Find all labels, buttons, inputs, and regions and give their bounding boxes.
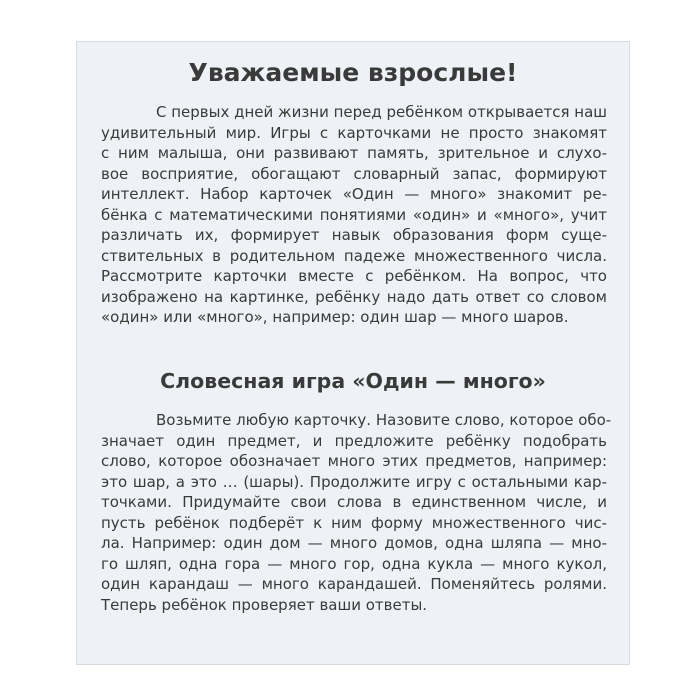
text-line: ла. Например: один дом — много домов, одна шляпа — мно- — [101, 534, 607, 552]
section1-paragraph — [101, 102, 607, 328]
text-line: Рассмотрите карточки вместе с ребёнком. На вопрос, что — [101, 267, 607, 285]
text-line: изображено на картинке, ребёнку надо дать ответ со словом — [101, 287, 607, 306]
text-line: удивительный мир. Игры с карточками не просто знакомят — [101, 123, 607, 142]
text-line: го шляп, одна гора — много гор, одна кукла — много кукол, — [101, 554, 607, 573]
section2-paragraph — [101, 410, 612, 615]
section1-title: Уважаемые взрослые! — [188, 58, 518, 87]
instruction-card — [76, 41, 630, 665]
section2-title: Словесная игра «Один — много» — [160, 369, 546, 393]
text-line: слово, которое обозначает много этих предметов, например: — [101, 452, 607, 470]
text-line: бёнка с математическими понятиями «один» и «много», учит — [101, 205, 607, 224]
text-line: интеллект. Набор карточек «Один — много» знакомит ре- — [101, 185, 607, 203]
text-line: С первых дней жизни перед ребёнком открывается наш — [156, 103, 607, 121]
text-line: это шар, а это … (шары). Продолжите игру с остальными кар- — [101, 472, 607, 491]
text-line: Теперь ребёнок проверяет ваши ответы. — [101, 595, 428, 614]
text-line: ствительных в родительном падеже множественного числа. — [101, 246, 607, 265]
text-line: Возьмите любую карточку. Назовите слово, которое обо- — [156, 411, 612, 429]
text-line: вое восприятие, обогащают словарный запас, формируют — [101, 164, 607, 183]
text-line: пусть ребёнок подберёт к ним форму множественного чис- — [101, 513, 607, 532]
text-line: «один» или «много», например: один шар — много шаров. — [101, 308, 569, 326]
text-line: с ним малыша, они развивают память, зрительное и слухо- — [101, 144, 607, 162]
text-line: различать их, формирует навык образования форм суще- — [101, 226, 607, 244]
text-line: один карандаш — много карандашей. Поменяйтесь ролями. — [101, 575, 607, 593]
text-line: значает один предмет, и предложите ребёнку подобрать — [101, 431, 607, 450]
text-line: точками. Придумайте свои слова в единственном числе, и — [101, 493, 607, 511]
